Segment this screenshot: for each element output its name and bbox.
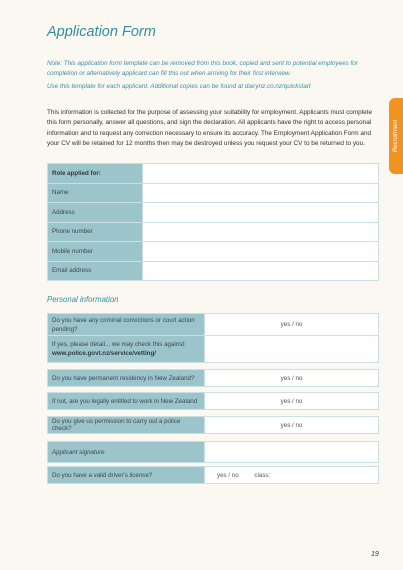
email-field[interactable] (143, 261, 379, 281)
table-row (48, 417, 379, 434)
template-note-text: Use this template for each applicant. Additional copies can be found at dairynz.co.nz/quickstart (47, 83, 311, 90)
detail-question-text: If yes, please detail... we may check this against: (52, 341, 186, 348)
detail-field[interactable] (205, 336, 379, 363)
page-number: 19 (371, 551, 379, 558)
address-label: Address (48, 203, 143, 223)
table-row (48, 222, 379, 242)
table-row (48, 442, 379, 463)
residency-answer[interactable]: yes / no (205, 370, 379, 387)
table-row (48, 261, 379, 281)
residency-question: Do you have permanent residency in New Zealand? (48, 370, 205, 387)
intro-paragraph: This information is collected for the purpose of assessing your suitability for employment. Applicants must complete this form personally, answer all questions, and sign the declaration. All applicants have the right to access personal information and to request any correction necessary to ensure its accuracy. The Employment Application Form and your CV will be retained for 12 months then may be destroyed unless you request your CV to be returned to you. (47, 109, 373, 148)
mobile-label: Mobile number (48, 242, 143, 262)
email-label: Email address (48, 261, 143, 281)
convictions-table (47, 313, 379, 363)
licence-table (47, 466, 379, 484)
residency-table (47, 369, 379, 387)
table-row (48, 242, 379, 262)
name-field[interactable] (143, 183, 379, 203)
phone-label: Phone number (48, 222, 143, 242)
police-check-table (47, 416, 379, 434)
licence-question: Do you have a valid driver's licence? (48, 467, 205, 484)
role-field[interactable] (143, 164, 379, 184)
licence-class-label: class: (254, 471, 271, 479)
address-field[interactable] (143, 203, 379, 223)
signature-table (47, 441, 379, 463)
police-check-answer[interactable]: yes / no (205, 417, 379, 434)
vetting-link[interactable]: www.police.govt.nz/service/vetting/ (52, 350, 156, 357)
convictions-question: Do you have any criminal convictions or court action pending? (48, 314, 205, 336)
table-row (48, 393, 379, 410)
applicant-details-table (47, 163, 379, 281)
name-label: Name (48, 183, 143, 203)
signature-label: Applicant signature (48, 442, 205, 463)
licence-answer-cell[interactable] (205, 467, 379, 484)
side-tab-label: Recruitment (393, 119, 399, 153)
mobile-field[interactable] (143, 242, 379, 262)
table-row (48, 336, 379, 363)
entitlement-table (47, 392, 379, 410)
entitled-question: If not, are you legally entitled to work in New Zealand (48, 393, 205, 410)
table-row (48, 370, 379, 387)
table-row (48, 467, 379, 484)
signature-field[interactable] (205, 442, 379, 463)
page-title: Application Form (47, 24, 156, 40)
entitled-answer[interactable]: yes / no (205, 393, 379, 410)
role-label: Role applied for: (48, 164, 143, 184)
licence-answer[interactable]: yes / no (217, 471, 239, 479)
detail-question (48, 336, 205, 363)
table-row (48, 314, 379, 336)
phone-field[interactable] (143, 222, 379, 242)
recruitment-side-tab (389, 98, 403, 174)
table-row (48, 203, 379, 223)
convictions-answer[interactable]: yes / no (205, 314, 379, 336)
note-text: Note: This application form template can be removed from this book, copied and sent to potential employees for completion or alternatively applicant can fill this out when arriving for their first interview. (47, 60, 358, 78)
section-heading-personal: Personal information (47, 295, 119, 304)
table-row (48, 164, 379, 184)
table-row (48, 183, 379, 203)
police-check-question: Do you give us permission to carry out a police check? (48, 417, 205, 434)
